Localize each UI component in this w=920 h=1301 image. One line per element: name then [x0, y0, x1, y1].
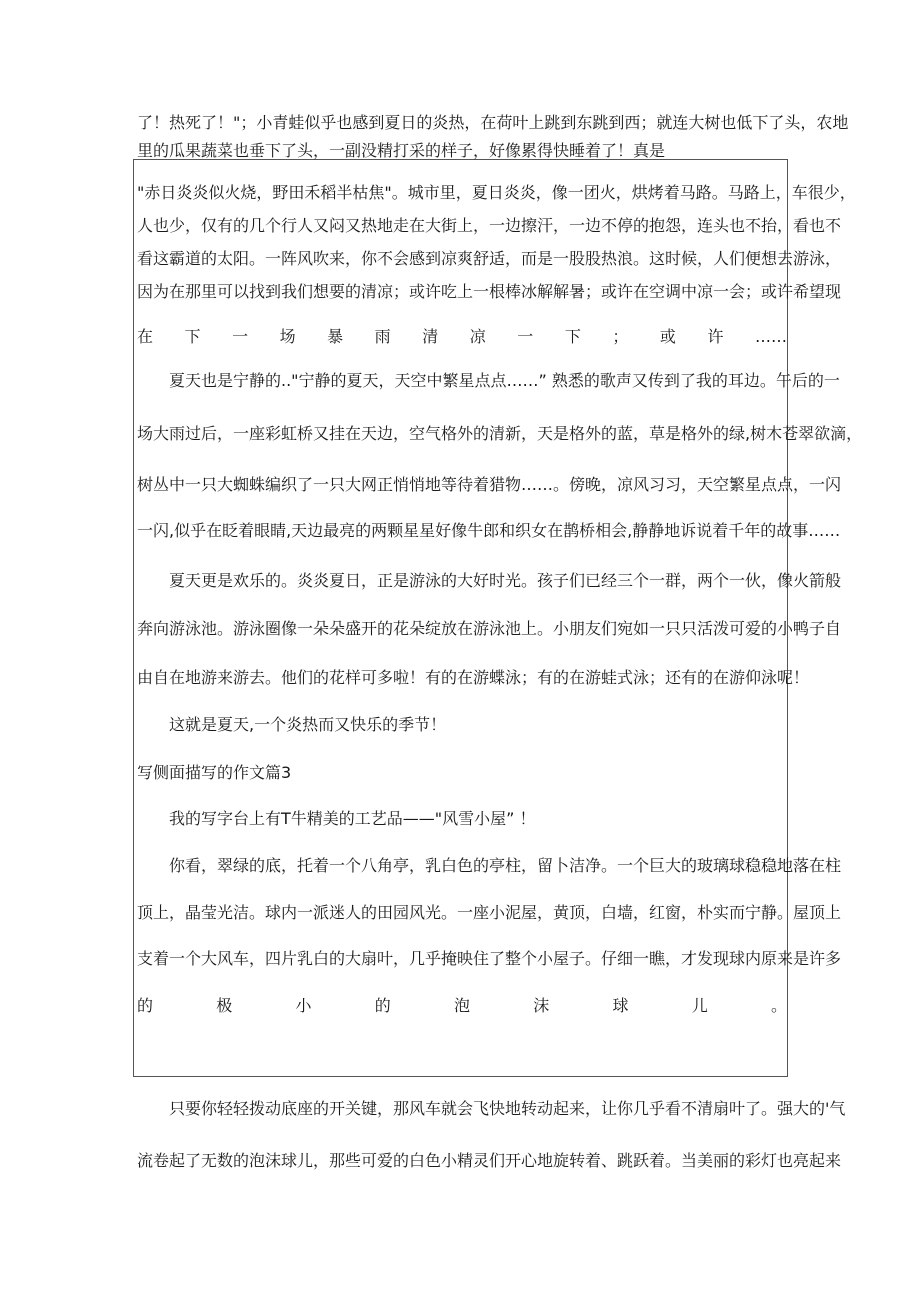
text-line: 在下一场暴雨清凉一下；或许……: [137, 327, 787, 346]
text-line: 我的写字台上有T牛精美的工艺品——"风雪小屋” ！: [137, 809, 536, 828]
text-line: 因为在那里可以找到我们想要的清凉；或许吃上一根棒冰解解暑；或许在空调中凉一会；或许希望现: [137, 282, 842, 301]
text-line: 人也少，仅有的几个行人又闷又热地走在大街上，一边擦汗，一边不停的抱怨，连头也不抬，看也不: [137, 216, 842, 235]
text-line: 看这霸道的太阳。一阵风吹来，你不会感到凉爽舒适，而是一股股热浪。这时候，人们便想去游泳，: [137, 249, 842, 268]
text-line: 奔向游泳池。游泳圈像一朵朵盛开的花朵绽放在游泳池上。小朋友们宛如一只只活泼可爱的小鸭子自: [137, 619, 842, 638]
text-line: 流卷起了无数的泡沫球儿，那些可爱的白色小精灵们开心地旋转着、跳跃着。当美丽的彩灯也亮起来: [137, 1151, 842, 1170]
section-heading: 你看，翠绿的底，托着一个八角亭，乳白色的亭柱，留卜洁净。一个巨大的玻璃球稳稳地落在柱: [137, 856, 842, 875]
text-line: 写侧面描写的作文篇3: [137, 763, 292, 782]
text-line: 顶上，晶莹光洁。球内一派迷人的田园风光。一座小泥屋，黄顶，白墙，红窗，朴实而宁静。屋顶上: [137, 903, 842, 922]
text-line: 由自在地游来游去。他们的花样可多啦！有的在游蝶泳；有的在游蛙式泳；还有的在游仰泳呢！: [137, 668, 810, 687]
text-line: 夏天更是欢乐的。炎炎夏日，正是游泳的大好时光。孩子们已经三个一群，两个一伙，像火箭般: [137, 571, 842, 590]
text-line: 的极小的泡沫球儿。: [137, 996, 787, 1015]
text-line: 一闪,似乎在眨着眼睛,天边最亮的两颗星星好像牛郎和织女在鹊桥相会,静静地诉说着千年的故事……: [137, 521, 841, 540]
text-line: 场大雨过后，一座彩虹桥又挂在天边，空气格外的清新，天是格外的蓝，草是格外的绿,树木苍翠欲滴，: [137, 424, 863, 443]
text-line: 支着一个大风车，四片乳白的大扇叶，几乎掩映住了整个小屋子。仔细一瞧，才发现球内原来是许多: [137, 949, 842, 968]
text-line: 夏天也是宁静的.."宁静的夏天，天空中繁星点点……” 熟悉的歌声又传到了我的耳边。午后的一: [137, 371, 840, 390]
text-line: 里的瓜果蔬菜也垂下了头，一副没精打采的样子，好像累得快睡着了！真是: [137, 141, 666, 160]
text-line: 了！热死了！"；小青蛙似乎也感到夏日的炎热，在荷叶上跳到东跳到西；就连大树也低下了头，农地: [137, 113, 849, 132]
text-line: 只要你轻轻拨动底座的开关键，那风车就会飞快地转动起来，让你几乎看不清扇叶了。强大的'气: [137, 1099, 846, 1118]
text-line: 树丛中一只大蜘蛛编织了一只大网正悄悄地等待着猎物……。傍晚，凉风习习，天空繁星点点，一闪: [137, 475, 842, 494]
text-line: 这就是夏天,一个炎热而又快乐的季节！: [137, 715, 447, 734]
text-line: "赤日炎炎似火烧，野田禾稻半枯焦"。城市里，夏日炎炎，像一团火，烘烤着马路。马路上，车很少，: [137, 183, 856, 202]
